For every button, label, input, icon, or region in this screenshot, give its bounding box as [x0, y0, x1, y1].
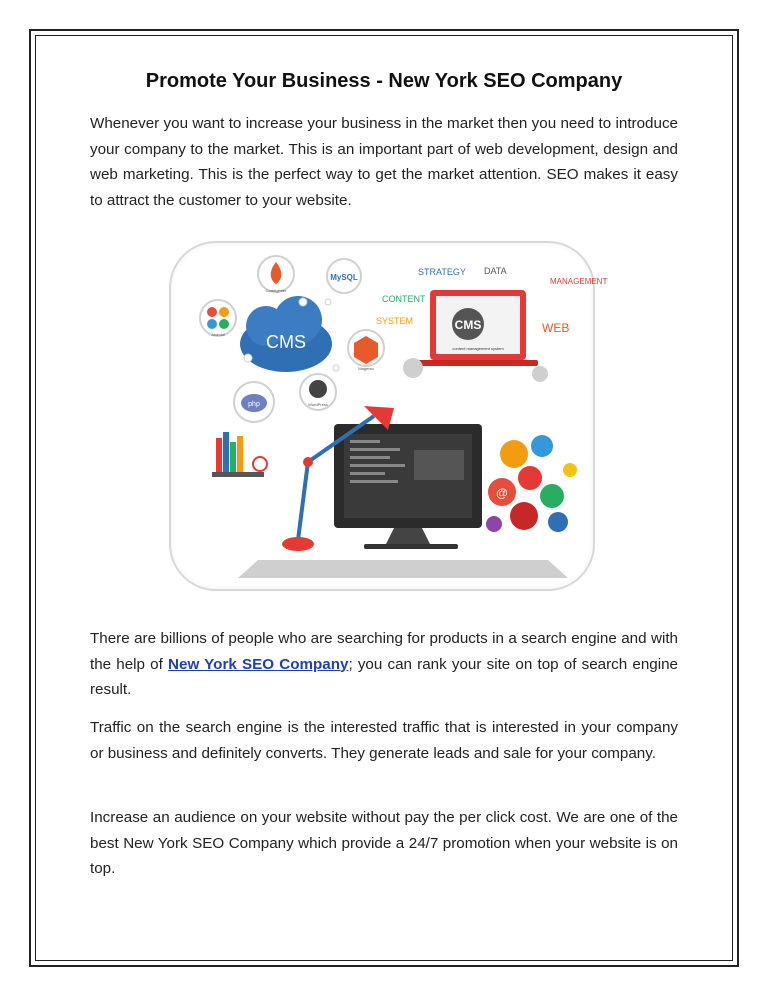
paragraph-audience: Increase an audience on your website without pay the per click cost. We are one of the best New York SEO Company which provide a 24/7 promotion when your website is on top.	[90, 809, 678, 877]
svg-text:WordPress: WordPress	[308, 402, 328, 407]
paragraph-traffic: Traffic on the search engine is the interested traffic that is interested in your company or business and definitely converts. They generate leads and sale for your company.	[90, 719, 678, 762]
seo-illustration	[168, 240, 608, 592]
paragraph-search-engine-text-after: ; you can rank your site on top of search engine result.	[90, 655, 678, 698]
svg-text:Magento: Magento	[358, 366, 374, 371]
codeigniter-bubble-icon	[258, 256, 294, 293]
label-content: CONTENT	[382, 294, 426, 304]
svg-text:@: @	[495, 486, 509, 500]
mysql-bubble-icon	[327, 259, 361, 293]
joomla-bubble-icon	[200, 300, 236, 337]
label-web: WEB	[542, 321, 570, 335]
svg-text:MySQL: MySQL	[330, 273, 358, 282]
label-management: MANAGEMENT	[550, 277, 608, 286]
label-system: SYSTEM	[376, 316, 414, 326]
label-strategy: STRATEGY	[418, 267, 466, 277]
svg-text:content management system: content management system	[452, 346, 504, 351]
new-york-seo-company-link[interactable]: New York SEO Company	[168, 655, 349, 673]
paragraph-search-engine-text-before: There are billions of people who are searching for products in a search engine and with the help of	[90, 630, 678, 673]
svg-text:Joomla!: Joomla!	[210, 332, 226, 337]
page-title: Promote Your Business - New York SEO Company	[145, 70, 623, 92]
paragraph-intro: Whenever you want to increase your business in the market then you need to introduce your company to the market. This is an important part of web development, design and web marketing. This is the perfect way to get the market attention. SEO makes it easy to attract the customer to your website.	[90, 115, 678, 209]
wordpress-bubble-icon	[300, 374, 336, 410]
svg-text:php: php	[248, 401, 260, 408]
label-data: DATA	[484, 266, 507, 276]
svg-text:CMS: CMS	[454, 318, 482, 332]
paragraph-search-engine	[90, 626, 678, 703]
php-bubble-icon	[234, 382, 274, 422]
svg-text:CMS: CMS	[266, 332, 306, 352]
svg-text:CodeIgniter: CodeIgniter	[265, 288, 287, 293]
